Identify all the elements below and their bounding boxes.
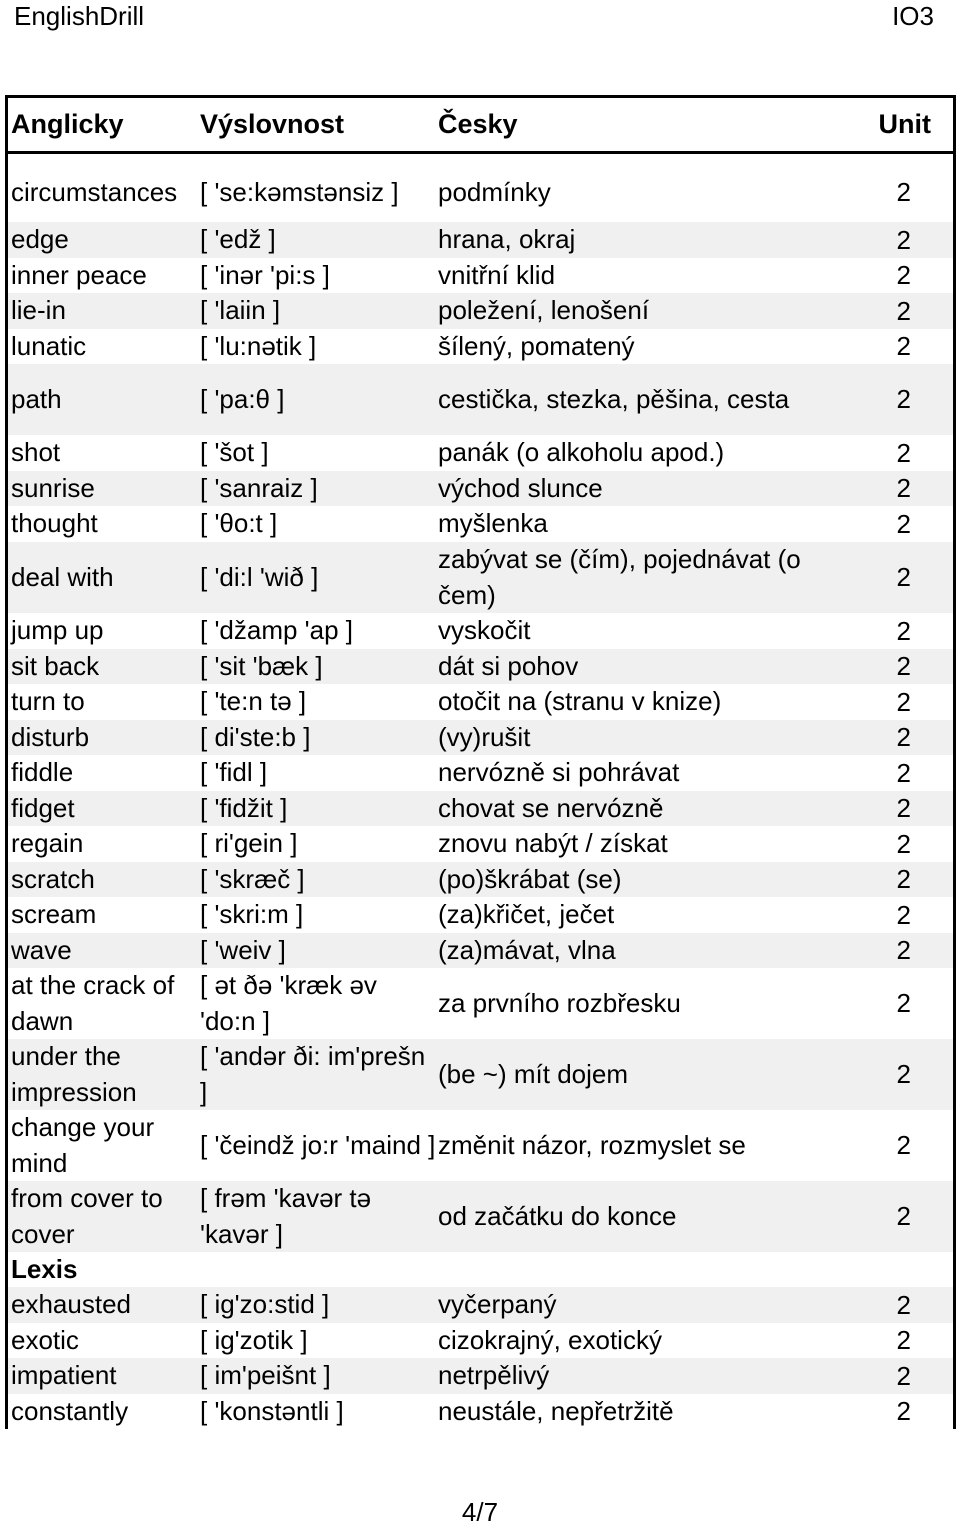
unit-cell: 2 xyxy=(896,260,911,290)
unit-cell: 2 xyxy=(896,508,911,539)
table-row xyxy=(8,613,953,649)
unit-cell: 2 xyxy=(896,384,911,414)
czech-cell: dát si pohov xyxy=(438,650,579,681)
czech-cell: myšlenka xyxy=(438,508,548,539)
pronunciation-cell: [ ig'zo:stid ] xyxy=(200,1289,330,1320)
table-row xyxy=(8,471,953,506)
pronunciation-cell: [ 'edž ] xyxy=(200,224,276,255)
unit-cell: 2 xyxy=(896,224,911,255)
unit-cell: 2 xyxy=(896,935,911,965)
vocabulary-table xyxy=(5,95,956,1429)
table-row xyxy=(8,720,953,755)
column-header-unit: Unit xyxy=(878,109,931,139)
unit-cell: 2 xyxy=(896,1059,911,1089)
table-row xyxy=(8,293,953,329)
unit-cell: 2 xyxy=(896,757,911,788)
pronunciation-cell: [ 'θo:t ] xyxy=(200,508,278,539)
english-cell: lunatic xyxy=(11,330,87,361)
unit-cell: 2 xyxy=(896,686,911,717)
table-header xyxy=(8,98,953,154)
pronunciation-cell: [ di'ste:b ] xyxy=(200,721,311,752)
english-cell: exotic xyxy=(11,1324,79,1355)
pronunciation-cell: [ 'šot ] xyxy=(200,437,269,468)
czech-cell: (vy)rušit xyxy=(438,721,531,752)
czech-cell: nervózně si pohrávat xyxy=(438,757,680,788)
czech-cell: šílený, pomatený xyxy=(438,330,635,361)
pronunciation-cell: [ ri'gein ] xyxy=(200,828,298,859)
pronunciation-cell: [ 'fidl ] xyxy=(200,757,268,788)
english-cell: at the crack of dawn xyxy=(11,970,175,1036)
pronunciation-cell: [ 'laiin ] xyxy=(200,295,281,326)
page-number: 4/7 xyxy=(461,1497,499,1527)
unit-cell: 2 xyxy=(896,1289,911,1320)
english-cell: turn to xyxy=(11,686,85,717)
pronunciation-cell: [ 'skri:m ] xyxy=(200,899,304,930)
table-row xyxy=(8,1358,953,1394)
unit-cell: 2 xyxy=(896,1396,911,1426)
pronunciation-cell: [ 'inər 'pi:s ] xyxy=(200,259,330,290)
table-row xyxy=(8,154,953,222)
unit-cell: 2 xyxy=(896,473,911,503)
unit-cell: 2 xyxy=(896,437,911,468)
czech-cell: od začátku do konce xyxy=(438,1200,677,1231)
czech-cell: poležení, lenošení xyxy=(438,295,650,326)
english-cell: jump up xyxy=(11,615,104,646)
unit-cell: 2 xyxy=(896,1201,911,1231)
column-header-czech: Česky xyxy=(438,108,518,139)
table-row xyxy=(8,897,953,933)
table-row xyxy=(8,684,953,720)
unit-cell: 2 xyxy=(896,1325,911,1355)
english-cell: inner peace xyxy=(11,259,147,290)
czech-cell: vnitřní klid xyxy=(438,259,556,290)
pronunciation-cell: [ 'fidžit ] xyxy=(200,792,288,823)
english-cell: sit back xyxy=(11,650,100,681)
table-row xyxy=(8,364,953,435)
document-code: IO3 xyxy=(892,1,934,31)
unit-cell: 2 xyxy=(896,988,911,1018)
english-cell: change your mind xyxy=(11,1112,155,1178)
unit-cell: 2 xyxy=(896,1130,911,1160)
english-cell: constantly xyxy=(11,1395,129,1426)
czech-cell: cestička, stezka, pěšina, cesta xyxy=(438,383,790,414)
unit-cell: 2 xyxy=(896,562,911,592)
table-row xyxy=(8,222,953,258)
english-cell: fiddle xyxy=(11,757,74,788)
english-cell: circumstances xyxy=(11,176,178,207)
table-row xyxy=(8,1039,953,1110)
pronunciation-cell: [ ig'zotik ] xyxy=(200,1324,308,1355)
czech-cell: otočit na (stranu v knize) xyxy=(438,686,722,717)
pronunciation-cell: [ ət ðə 'kræk əv 'do:n ] xyxy=(200,970,377,1036)
table-row xyxy=(8,435,953,471)
czech-cell: neustále, nepřetržitě xyxy=(438,1395,674,1426)
table-row xyxy=(8,933,953,968)
english-cell: scratch xyxy=(11,863,95,894)
english-cell: lie-in xyxy=(11,295,66,326)
pronunciation-cell: [ 'andər ði: im'prešn ] xyxy=(200,1041,426,1107)
czech-cell: netrpělivý xyxy=(438,1360,550,1391)
table-row xyxy=(8,826,953,862)
unit-cell: 2 xyxy=(896,331,911,361)
unit-cell: 2 xyxy=(896,615,911,646)
unit-cell: 2 xyxy=(896,828,911,859)
app-title: EnglishDrill xyxy=(14,1,145,31)
czech-cell: hrana, okraj xyxy=(438,224,576,255)
pronunciation-cell: [ 'skræč ] xyxy=(200,863,305,894)
english-cell: thought xyxy=(11,508,98,539)
table-row xyxy=(8,542,953,613)
english-cell: exhausted xyxy=(11,1289,131,1320)
table-row xyxy=(8,1394,953,1429)
czech-cell: východ slunce xyxy=(438,472,603,503)
czech-cell: (za)křičet, ječet xyxy=(438,899,615,930)
pronunciation-cell: [ 'konstəntli ] xyxy=(200,1395,344,1426)
pronunciation-cell: [ 'pa:θ ] xyxy=(200,383,285,414)
unit-cell: 2 xyxy=(896,295,911,326)
english-cell: path xyxy=(11,383,62,414)
english-cell: disturb xyxy=(11,721,90,752)
english-cell: fidget xyxy=(11,792,75,823)
table-row xyxy=(8,1323,953,1358)
table-row xyxy=(8,1252,953,1287)
english-cell: scream xyxy=(11,899,97,930)
unit-cell: 2 xyxy=(896,899,911,930)
unit-cell: 2 xyxy=(896,177,911,207)
english-cell: under the impression xyxy=(11,1041,137,1107)
english-cell: Lexis xyxy=(11,1253,78,1284)
czech-cell: změnit názor, rozmyslet se xyxy=(438,1129,746,1160)
column-header-english: Anglicky xyxy=(11,108,124,139)
table-row xyxy=(8,649,953,684)
unit-cell: 2 xyxy=(896,864,911,894)
table-row xyxy=(8,329,953,364)
english-cell: edge xyxy=(11,224,69,255)
english-cell: wave xyxy=(11,934,72,965)
czech-cell: podmínky xyxy=(438,176,551,207)
unit-cell: 2 xyxy=(896,651,911,681)
table-body xyxy=(8,154,953,1429)
table-row xyxy=(8,506,953,542)
english-cell: sunrise xyxy=(11,472,95,503)
unit-cell: 2 xyxy=(896,1360,911,1391)
czech-cell: za prvního rozbřesku xyxy=(438,987,681,1018)
table-row xyxy=(8,755,953,791)
unit-cell: 2 xyxy=(896,793,911,823)
english-cell: shot xyxy=(11,437,61,468)
czech-cell: panák (o alkoholu apod.) xyxy=(438,437,725,468)
table-row xyxy=(8,791,953,826)
czech-cell: zabývat se (čím), pojednávat (o čem) xyxy=(438,544,801,610)
pronunciation-cell: [ 'di:l 'wið ] xyxy=(200,561,319,592)
pronunciation-cell: [ 'sanraiz ] xyxy=(200,472,318,503)
czech-cell: (po)škrábat (se) xyxy=(438,863,622,894)
pronunciation-cell: [ 'se:kəmstənsiz ] xyxy=(200,176,399,207)
czech-cell: (be ~) mít dojem xyxy=(438,1058,629,1089)
pronunciation-cell: [ 'džamp 'ap ] xyxy=(200,615,354,646)
pronunciation-cell: [ 'lu:nətik ] xyxy=(200,330,317,361)
czech-cell: (za)mávat, vlna xyxy=(438,934,616,965)
pronunciation-cell: [ 'sit 'bæk ] xyxy=(200,650,323,681)
english-cell: from cover to cover xyxy=(11,1183,163,1249)
table-row xyxy=(8,862,953,897)
table-row xyxy=(8,968,953,1039)
english-cell: regain xyxy=(11,828,84,859)
czech-cell: cizokrajný, exotický xyxy=(438,1324,662,1355)
unit-cell: 2 xyxy=(896,722,911,752)
table-row xyxy=(8,1181,953,1252)
table-row xyxy=(8,258,953,293)
pronunciation-cell: [ 'weiv ] xyxy=(200,934,286,965)
czech-cell: vyskočit xyxy=(438,615,531,646)
table-row xyxy=(8,1287,953,1323)
pronunciation-cell: [ 'čeindž jo:r 'maind ] xyxy=(200,1129,436,1160)
czech-cell: vyčerpaný xyxy=(438,1289,557,1320)
english-cell: impatient xyxy=(11,1360,117,1391)
pronunciation-cell: [ im'peišnt ] xyxy=(200,1360,331,1391)
table-row xyxy=(8,1110,953,1181)
pronunciation-cell: [ frəm 'kavər tə 'kavər ] xyxy=(200,1183,372,1249)
czech-cell: znovu nabýt / získat xyxy=(438,828,668,859)
czech-cell: chovat se nervózně xyxy=(438,792,664,823)
english-cell: deal with xyxy=(11,561,114,592)
column-header-pronunciation: Výslovnost xyxy=(200,108,345,139)
pronunciation-cell: [ 'te:n tə ] xyxy=(200,686,307,717)
